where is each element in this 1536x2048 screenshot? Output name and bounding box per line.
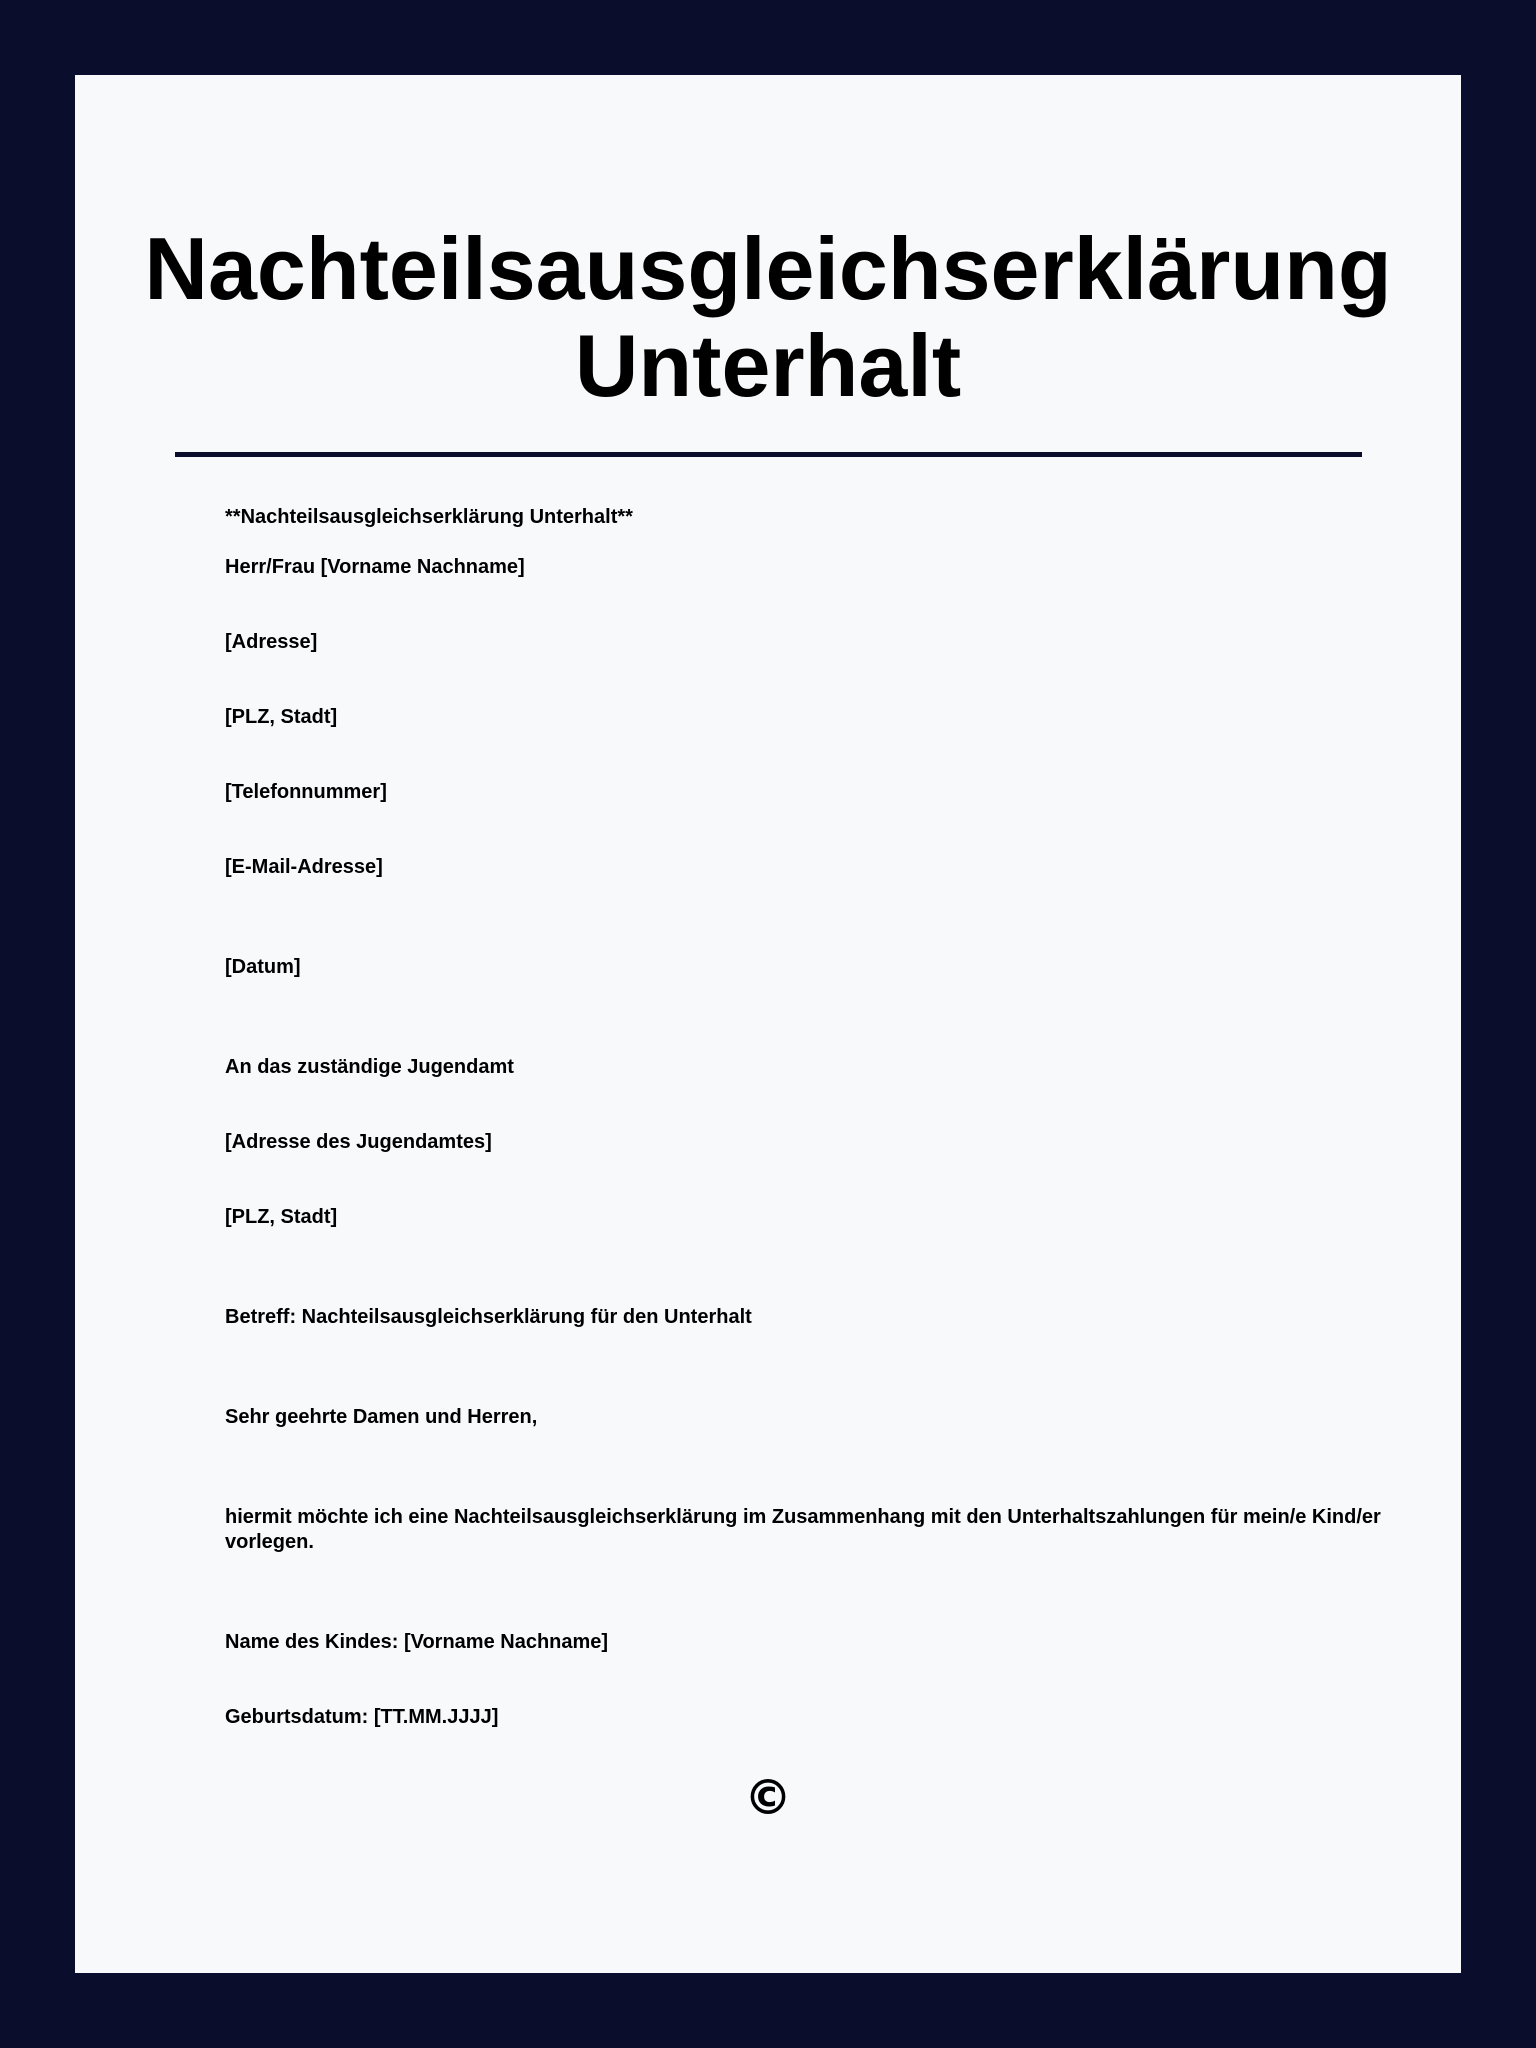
sender-phone: [Telefonnummer] — [225, 781, 387, 803]
document-heading: **Nachteilsausgleichserklärung Unterhalt** — [225, 506, 633, 528]
copyright-icon: © — [744, 1770, 792, 1826]
title-divider — [175, 452, 1362, 457]
recipient-city: [PLZ, Stadt] — [225, 1206, 338, 1228]
title-line-2: Unterhalt — [574, 316, 962, 415]
document-title — [75, 220, 1461, 414]
document-date: [Datum] — [225, 956, 301, 978]
recipient-name: An das zuständige Jugendamt — [225, 1056, 514, 1078]
salutation: Sehr geehrte Damen und Herren, — [225, 1406, 538, 1428]
sender-address: [Adresse] — [225, 631, 318, 653]
subject-line: Betreff: Nachteilsausgleichserklärung für den Unterhalt — [225, 1306, 752, 1328]
title-line-1: Nachteilsausgleichserklärung — [144, 219, 1392, 318]
document-page — [75, 75, 1461, 1973]
body-paragraph: hiermit möchte ich eine Nachteilsausgleichserklärung im Zusammenhang mit den Unterhaltszahlungen für mein/e Kind/er vorlegen. — [225, 1506, 1381, 1553]
sender-email: [E-Mail-Adresse] — [225, 856, 383, 878]
sender-name: Herr/Frau [Vorname Nachname] — [225, 556, 525, 578]
child-birthdate: Geburtsdatum: [TT.MM.JJJJ] — [225, 1706, 499, 1728]
recipient-address: [Adresse des Jugendamtes] — [225, 1131, 492, 1153]
sender-city: [PLZ, Stadt] — [225, 706, 338, 728]
child-name: Name des Kindes: [Vorname Nachname] — [225, 1631, 609, 1653]
